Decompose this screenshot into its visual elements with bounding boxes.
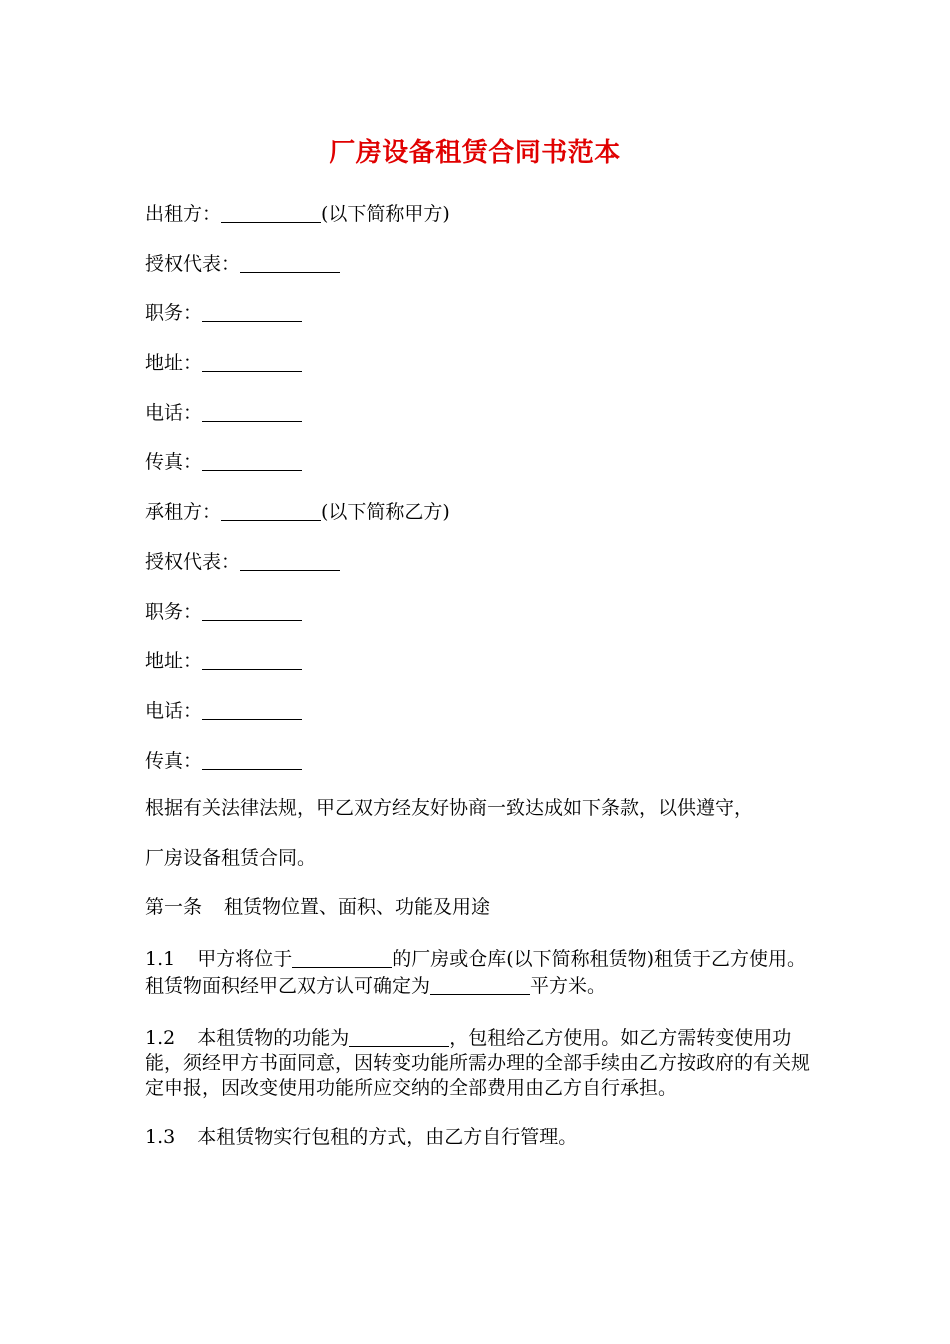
lessee-fax-blank[interactable]	[202, 747, 302, 770]
lessee-address-label: 地址：	[145, 650, 203, 673]
lessor-party-label: 出租方：	[145, 203, 222, 225]
clause-1-1-number: 1.1	[145, 948, 176, 971]
clause-1-1-text-a: 甲方将位于	[197, 948, 293, 971]
lessor-rep-blank[interactable]	[240, 250, 340, 273]
lessor-party-blank[interactable]	[221, 200, 321, 223]
lessor-address-line	[145, 349, 810, 374]
lessor-position-label: 职务：	[145, 302, 203, 325]
lessee-fax-line	[145, 747, 810, 772]
lessor-address-label: 地址：	[145, 352, 203, 375]
lessee-position-blank[interactable]	[202, 598, 302, 621]
lessee-position-label: 职务：	[145, 600, 203, 623]
lessor-phone-line	[145, 399, 810, 424]
lessor-address-blank[interactable]	[202, 349, 302, 372]
lessee-party-suffix: (以下简称乙方)	[321, 501, 450, 524]
contract-body	[145, 200, 810, 1150]
clause-1-2	[145, 1024, 810, 1101]
lessor-fax-blank[interactable]	[202, 448, 302, 471]
lessor-phone-label: 电话：	[145, 401, 203, 424]
lessee-party-line	[145, 498, 810, 523]
lessor-phone-blank[interactable]	[202, 399, 302, 422]
lessee-party-label: 承租方：	[145, 501, 222, 524]
article-1-number: 第一条	[145, 896, 203, 919]
lessor-position-line	[145, 299, 810, 324]
lessee-phone-label: 电话：	[145, 699, 203, 722]
lessee-address-line	[145, 647, 810, 672]
lessee-rep-label: 授权代表：	[145, 550, 241, 573]
clause-1-1-area-blank[interactable]	[430, 972, 530, 995]
lessor-position-blank[interactable]	[202, 299, 302, 322]
clause-1-1-location-blank[interactable]	[292, 945, 392, 968]
clause-1-3-number: 1.3	[145, 1126, 176, 1149]
document-title: 厂房设备租赁合同书范本	[329, 138, 621, 168]
article-1-heading	[145, 895, 810, 920]
intro-paragraph: 根据有关法律法规，甲乙双方经友好协商一致达成如下条款，以供遵守，	[145, 797, 754, 820]
lessor-party-line	[145, 200, 810, 225]
lessee-rep-line	[145, 548, 810, 573]
clause-1-1-text-b: 的厂房或仓库(以下简称租赁物)租赁于乙方使用。租赁物面积经甲乙双方认可确定为	[145, 948, 807, 998]
lessor-rep-line	[145, 250, 810, 275]
lessor-fax-line	[145, 448, 810, 473]
lessor-rep-label: 授权代表：	[145, 252, 241, 275]
clause-1-2-number: 1.2	[145, 1026, 176, 1049]
lessee-phone-blank[interactable]	[202, 697, 302, 720]
clause-1-2-function-blank[interactable]	[349, 1024, 449, 1047]
clause-1-1-text-c: 平方米。	[530, 975, 607, 998]
clause-1-3-text: 本租赁物实行包租的方式，由乙方自行管理。	[197, 1126, 578, 1149]
lessee-rep-blank[interactable]	[240, 548, 340, 571]
clause-1-3	[145, 1125, 810, 1150]
lessee-phone-line	[145, 697, 810, 722]
lessee-fax-label: 传真：	[145, 749, 203, 772]
article-1-title: 租赁物位置、面积、功能及用途	[224, 896, 491, 919]
lessee-position-line	[145, 598, 810, 623]
lessor-fax-label: 传真：	[145, 451, 203, 474]
lessor-party-suffix: (以下简称甲方)	[321, 203, 450, 225]
lessee-party-blank[interactable]	[221, 498, 321, 521]
clause-1-2-text-b: ，包租给乙方使用。如乙方需转变使用功能，须经甲方书面同意，因转变功能所需办理的全部手续由乙方按政府的有关规定申报，因改变使用功能所应交纳的全部费用由乙方自行承担。	[145, 1026, 811, 1099]
clause-1-1	[145, 945, 810, 999]
clause-1-2-text-a: 本租赁物的功能为	[197, 1026, 350, 1049]
lessee-address-blank[interactable]	[202, 647, 302, 670]
contract-name-paragraph: 厂房设备租赁合同。	[145, 846, 317, 869]
